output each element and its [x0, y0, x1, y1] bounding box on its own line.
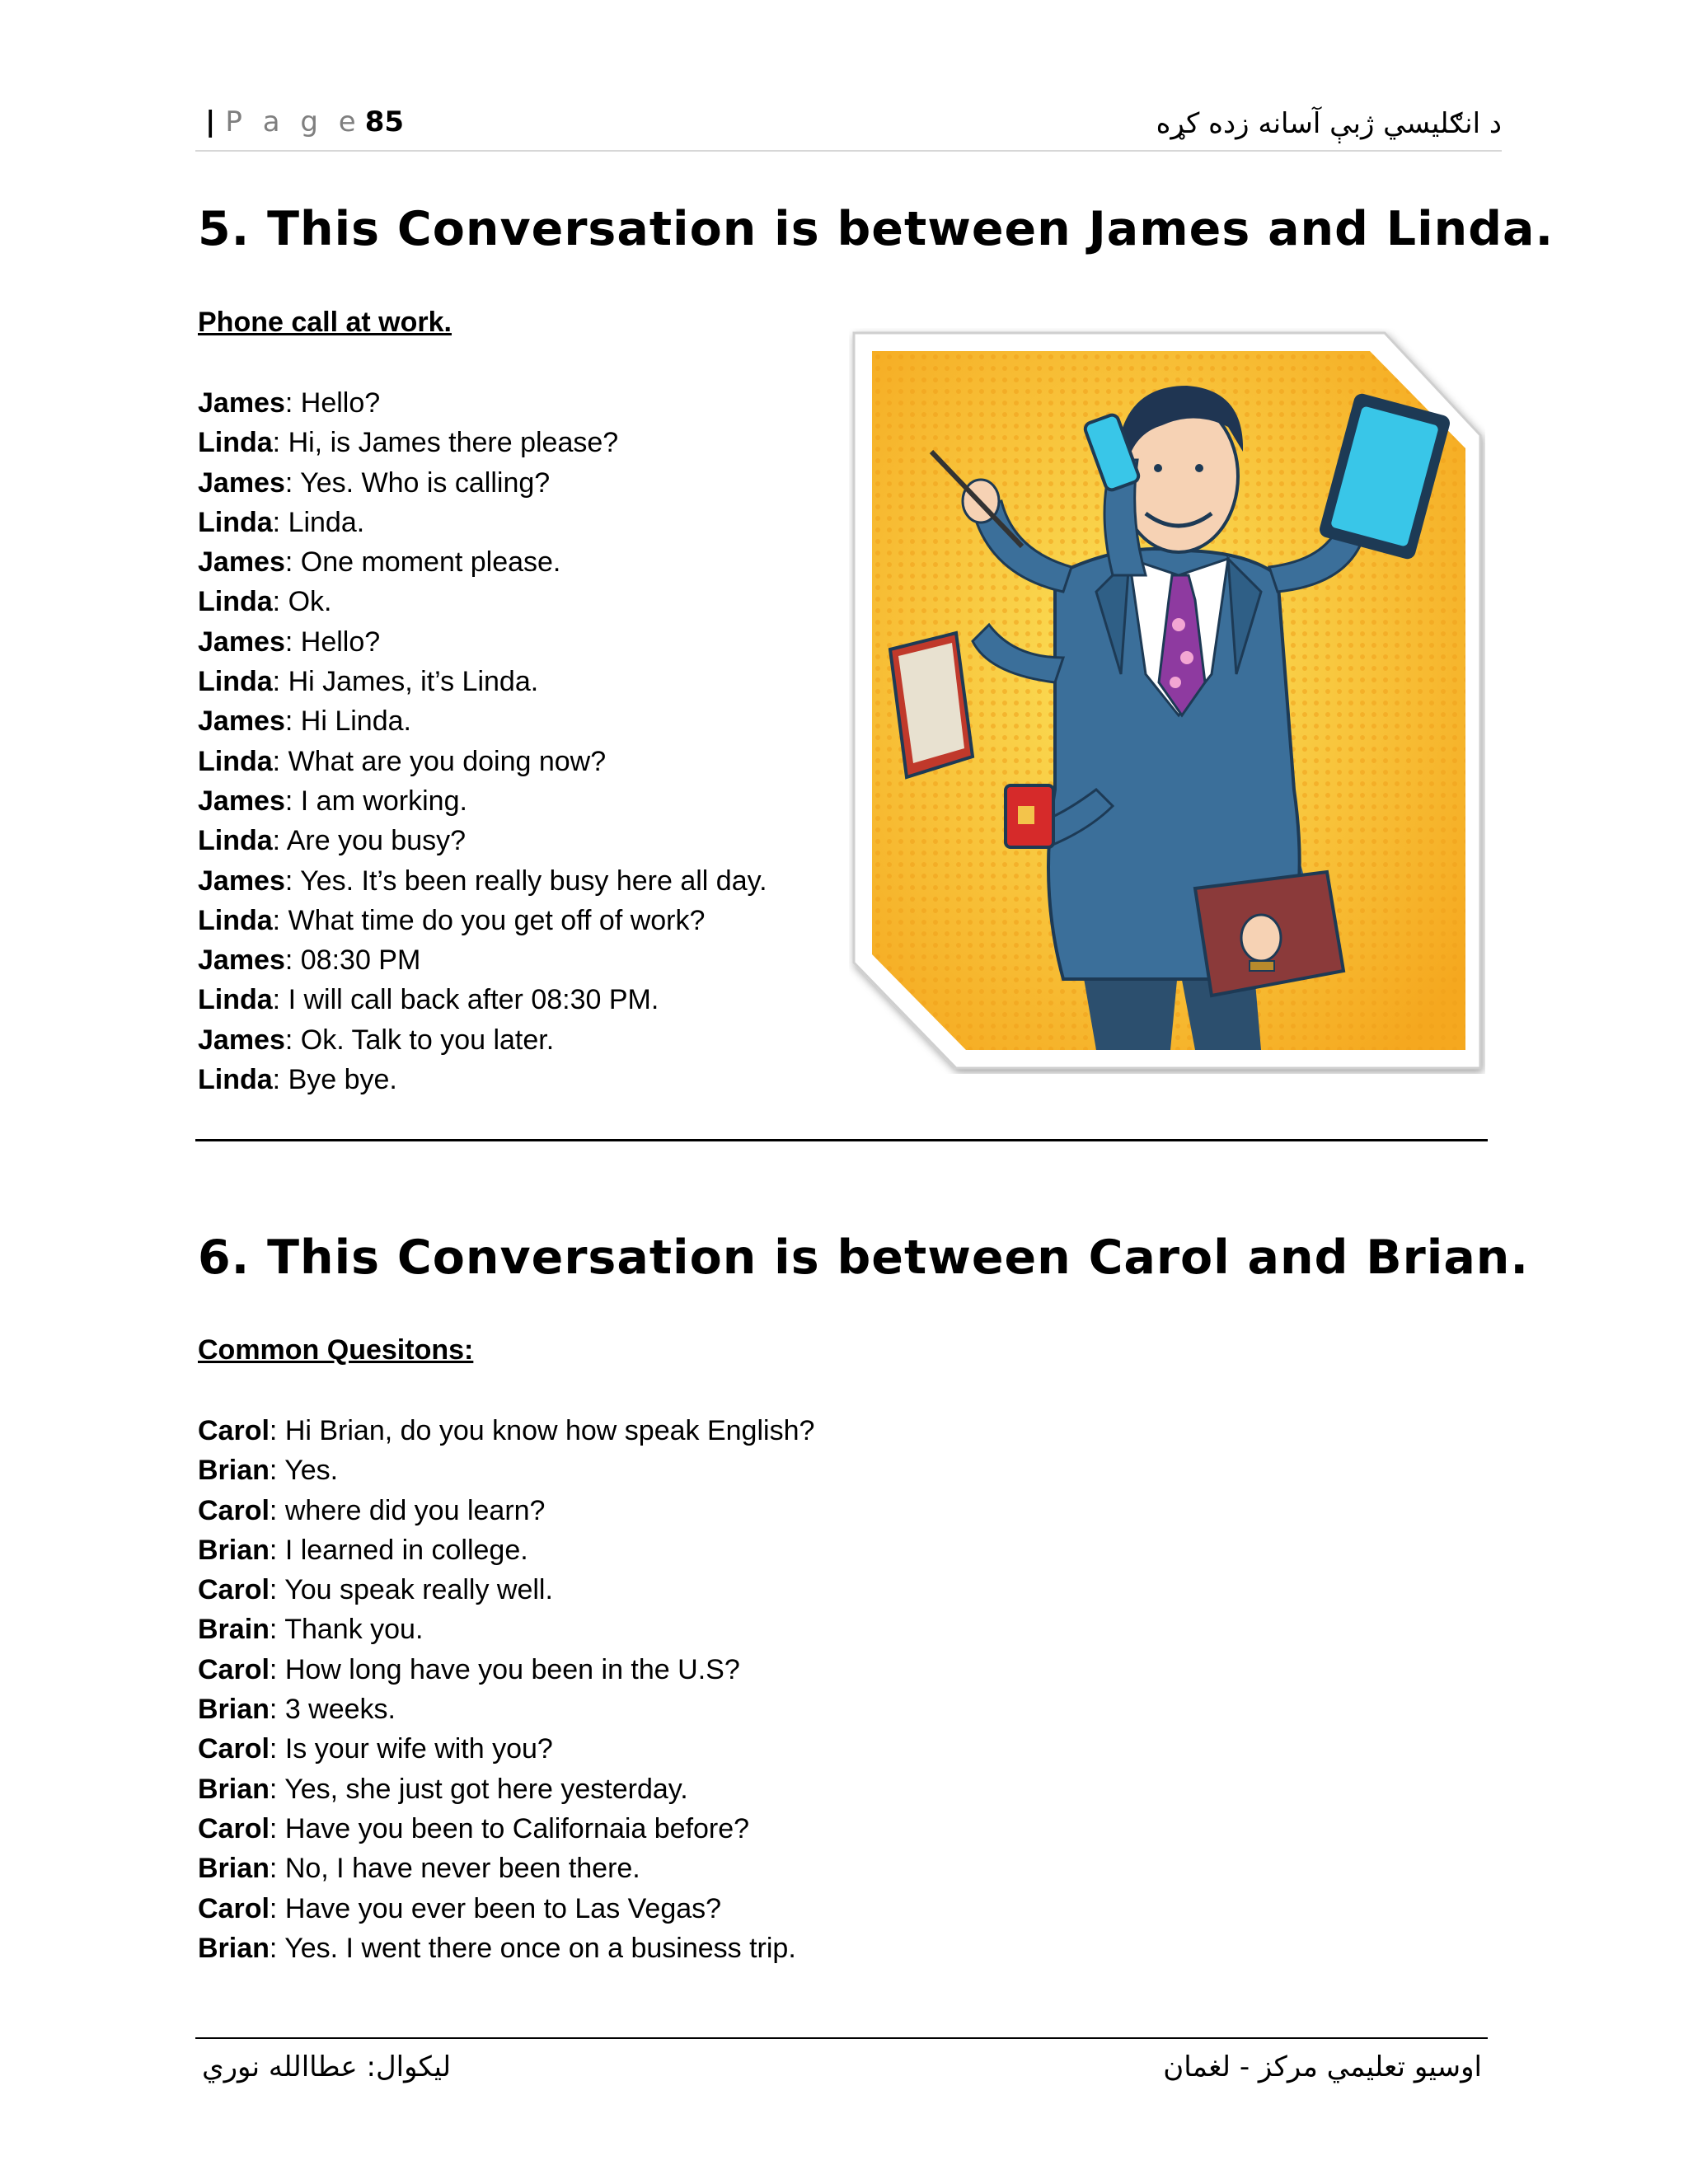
dialog-line [198, 701, 767, 741]
dialog-line [198, 940, 767, 980]
line-text: : Is your wife with you? [269, 1733, 553, 1765]
line-text: : Hello? [284, 387, 381, 419]
line-text: : Yes. [269, 1455, 339, 1487]
speaker-name: Brian [198, 1932, 270, 1964]
speaker-name: Brian [198, 1455, 270, 1487]
line-text: : Have you been to Californaia before? [269, 1812, 750, 1844]
speaker-name: James [198, 865, 285, 897]
dialog-line [198, 1451, 814, 1490]
dialog-line [198, 1809, 814, 1849]
speaker-name: Carol [198, 1415, 270, 1446]
dialog-line [198, 1849, 814, 1888]
footer-center-rtl: اوسیو تعلیمي مرکز - لغمان [1163, 2050, 1482, 2083]
dialog-line [198, 1929, 814, 1968]
line-text: : Are you busy? [272, 825, 467, 857]
page-number: 85 [364, 105, 405, 138]
dialog-line [198, 1690, 814, 1729]
line-text: : Thank you. [269, 1614, 424, 1646]
dialog-line [198, 1570, 814, 1610]
dialog-line [198, 463, 767, 503]
dialog-line [198, 662, 767, 701]
dialog-line [198, 901, 767, 940]
section5-subheading: Phone call at work. [198, 307, 452, 338]
page-number-label [205, 105, 404, 138]
speaker-name: James [198, 785, 285, 817]
dialog-line [198, 1411, 814, 1451]
dialog-line [198, 622, 767, 662]
speaker-name: James [198, 546, 285, 579]
line-text: : Hello? [284, 626, 381, 658]
speaker-name: Brian [198, 1694, 270, 1726]
line-text: : Yes. Who is calling? [284, 466, 551, 499]
speaker-name: Linda [198, 825, 273, 857]
speaker-name: Linda [198, 1064, 273, 1096]
speaker-name: Linda [198, 904, 273, 936]
header-title-rtl: د انګلیسي ژبې آسانه زده کړه [1156, 107, 1502, 140]
businessman-illustration [849, 328, 1485, 1074]
line-text: : How long have you been in the U.S? [269, 1653, 740, 1685]
dialog-line [198, 1889, 814, 1929]
speaker-name: Carol [198, 1733, 270, 1765]
line-text: : Ok. Talk to you later. [284, 1024, 555, 1056]
speaker-name: Linda [198, 427, 273, 459]
dialog-line [198, 423, 767, 462]
line-text: : I am working. [284, 785, 467, 817]
line-text: : where did you learn? [269, 1494, 546, 1526]
speaker-name: Carol [198, 1653, 270, 1685]
line-text: : One moment please. [284, 546, 561, 579]
line-text: : Yes. I went there once on a business trip. [269, 1932, 796, 1964]
line-text: : 3 weeks. [269, 1694, 396, 1726]
speaker-name: James [198, 705, 285, 738]
section6-subheading: Common Quesitons: [198, 1334, 474, 1366]
dialog-line [198, 742, 767, 781]
line-text: : 08:30 PM [284, 944, 421, 977]
dialog-line [198, 1530, 814, 1570]
dialog-line [198, 781, 767, 821]
dialog-line [198, 1020, 767, 1060]
line-text: : I will call back after 08:30 PM. [272, 984, 659, 1016]
speaker-name: Linda [198, 666, 273, 698]
speaker-name: Brain [198, 1614, 270, 1646]
speaker-name: Carol [198, 1892, 270, 1924]
speaker-name: Linda [198, 586, 273, 618]
dialog-line [198, 503, 767, 542]
line-text: : Ok. [272, 586, 332, 618]
section6-title: 6. This Conversation is between Carol and Brian. [198, 1230, 1530, 1285]
line-text: : Bye bye. [272, 1064, 397, 1096]
dialog-line [198, 980, 767, 1019]
line-text: : Hi Brian, do you know how speak English? [269, 1415, 815, 1446]
speaker-name: James [198, 1024, 285, 1056]
speaker-name: Brian [198, 1773, 270, 1805]
line-text: : Yes. It’s been really busy here all day. [284, 865, 767, 897]
section-divider [195, 1139, 1488, 1141]
dialog-line [198, 582, 767, 621]
dialog-line [198, 861, 767, 901]
dialog-line [198, 1491, 814, 1530]
dialog-line [198, 383, 767, 423]
line-text: : Hi Linda. [284, 705, 411, 738]
speaker-name: Brian [198, 1534, 270, 1566]
dialog-line [198, 821, 767, 860]
dialog-line [198, 1769, 814, 1809]
speaker-name: Brian [198, 1853, 270, 1885]
section6-dialog [198, 1411, 814, 1968]
speaker-name: James [198, 944, 285, 977]
line-text: : Have you ever been to Las Vegas? [269, 1892, 722, 1924]
line-text: : What time do you get off of work? [272, 904, 706, 936]
line-text: : You speak really well. [269, 1574, 553, 1606]
footer-divider [195, 2037, 1488, 2039]
speaker-name: Carol [198, 1494, 270, 1526]
line-text: : I learned in college. [269, 1534, 528, 1566]
dialog-line [198, 1650, 814, 1690]
footer-author-rtl: لیکوال: عطاالله نوري [202, 2050, 452, 2083]
line-text: : Hi, is James there please? [272, 427, 619, 459]
businessman-multitasking-illustration [849, 328, 1485, 1074]
speaker-name: James [198, 387, 285, 419]
speaker-name: Linda [198, 984, 273, 1016]
line-text: : Linda. [272, 506, 365, 538]
section5-title: 5. This Conversation is between James and Linda. [198, 202, 1554, 256]
speaker-name: Linda [198, 506, 273, 538]
speaker-name: Carol [198, 1574, 270, 1606]
section5-dialog [198, 383, 767, 1099]
dialog-line [198, 1610, 814, 1649]
line-text: : What are you doing now? [272, 745, 607, 777]
dialog-line [198, 1060, 767, 1099]
speaker-name: James [198, 466, 285, 499]
speaker-name: Linda [198, 745, 273, 777]
line-text: : Yes, she just got here yesterday. [269, 1773, 688, 1805]
speaker-name: Carol [198, 1812, 270, 1844]
speaker-name: James [198, 626, 285, 658]
line-text: : Hi James, it’s Linda. [272, 666, 539, 698]
dialog-line [198, 1729, 814, 1769]
page-header [195, 101, 1502, 152]
dialog-line [198, 542, 767, 582]
line-text: : No, I have never been there. [269, 1853, 640, 1885]
page-word: P a g e [225, 105, 362, 138]
header-bar: | [205, 105, 216, 138]
